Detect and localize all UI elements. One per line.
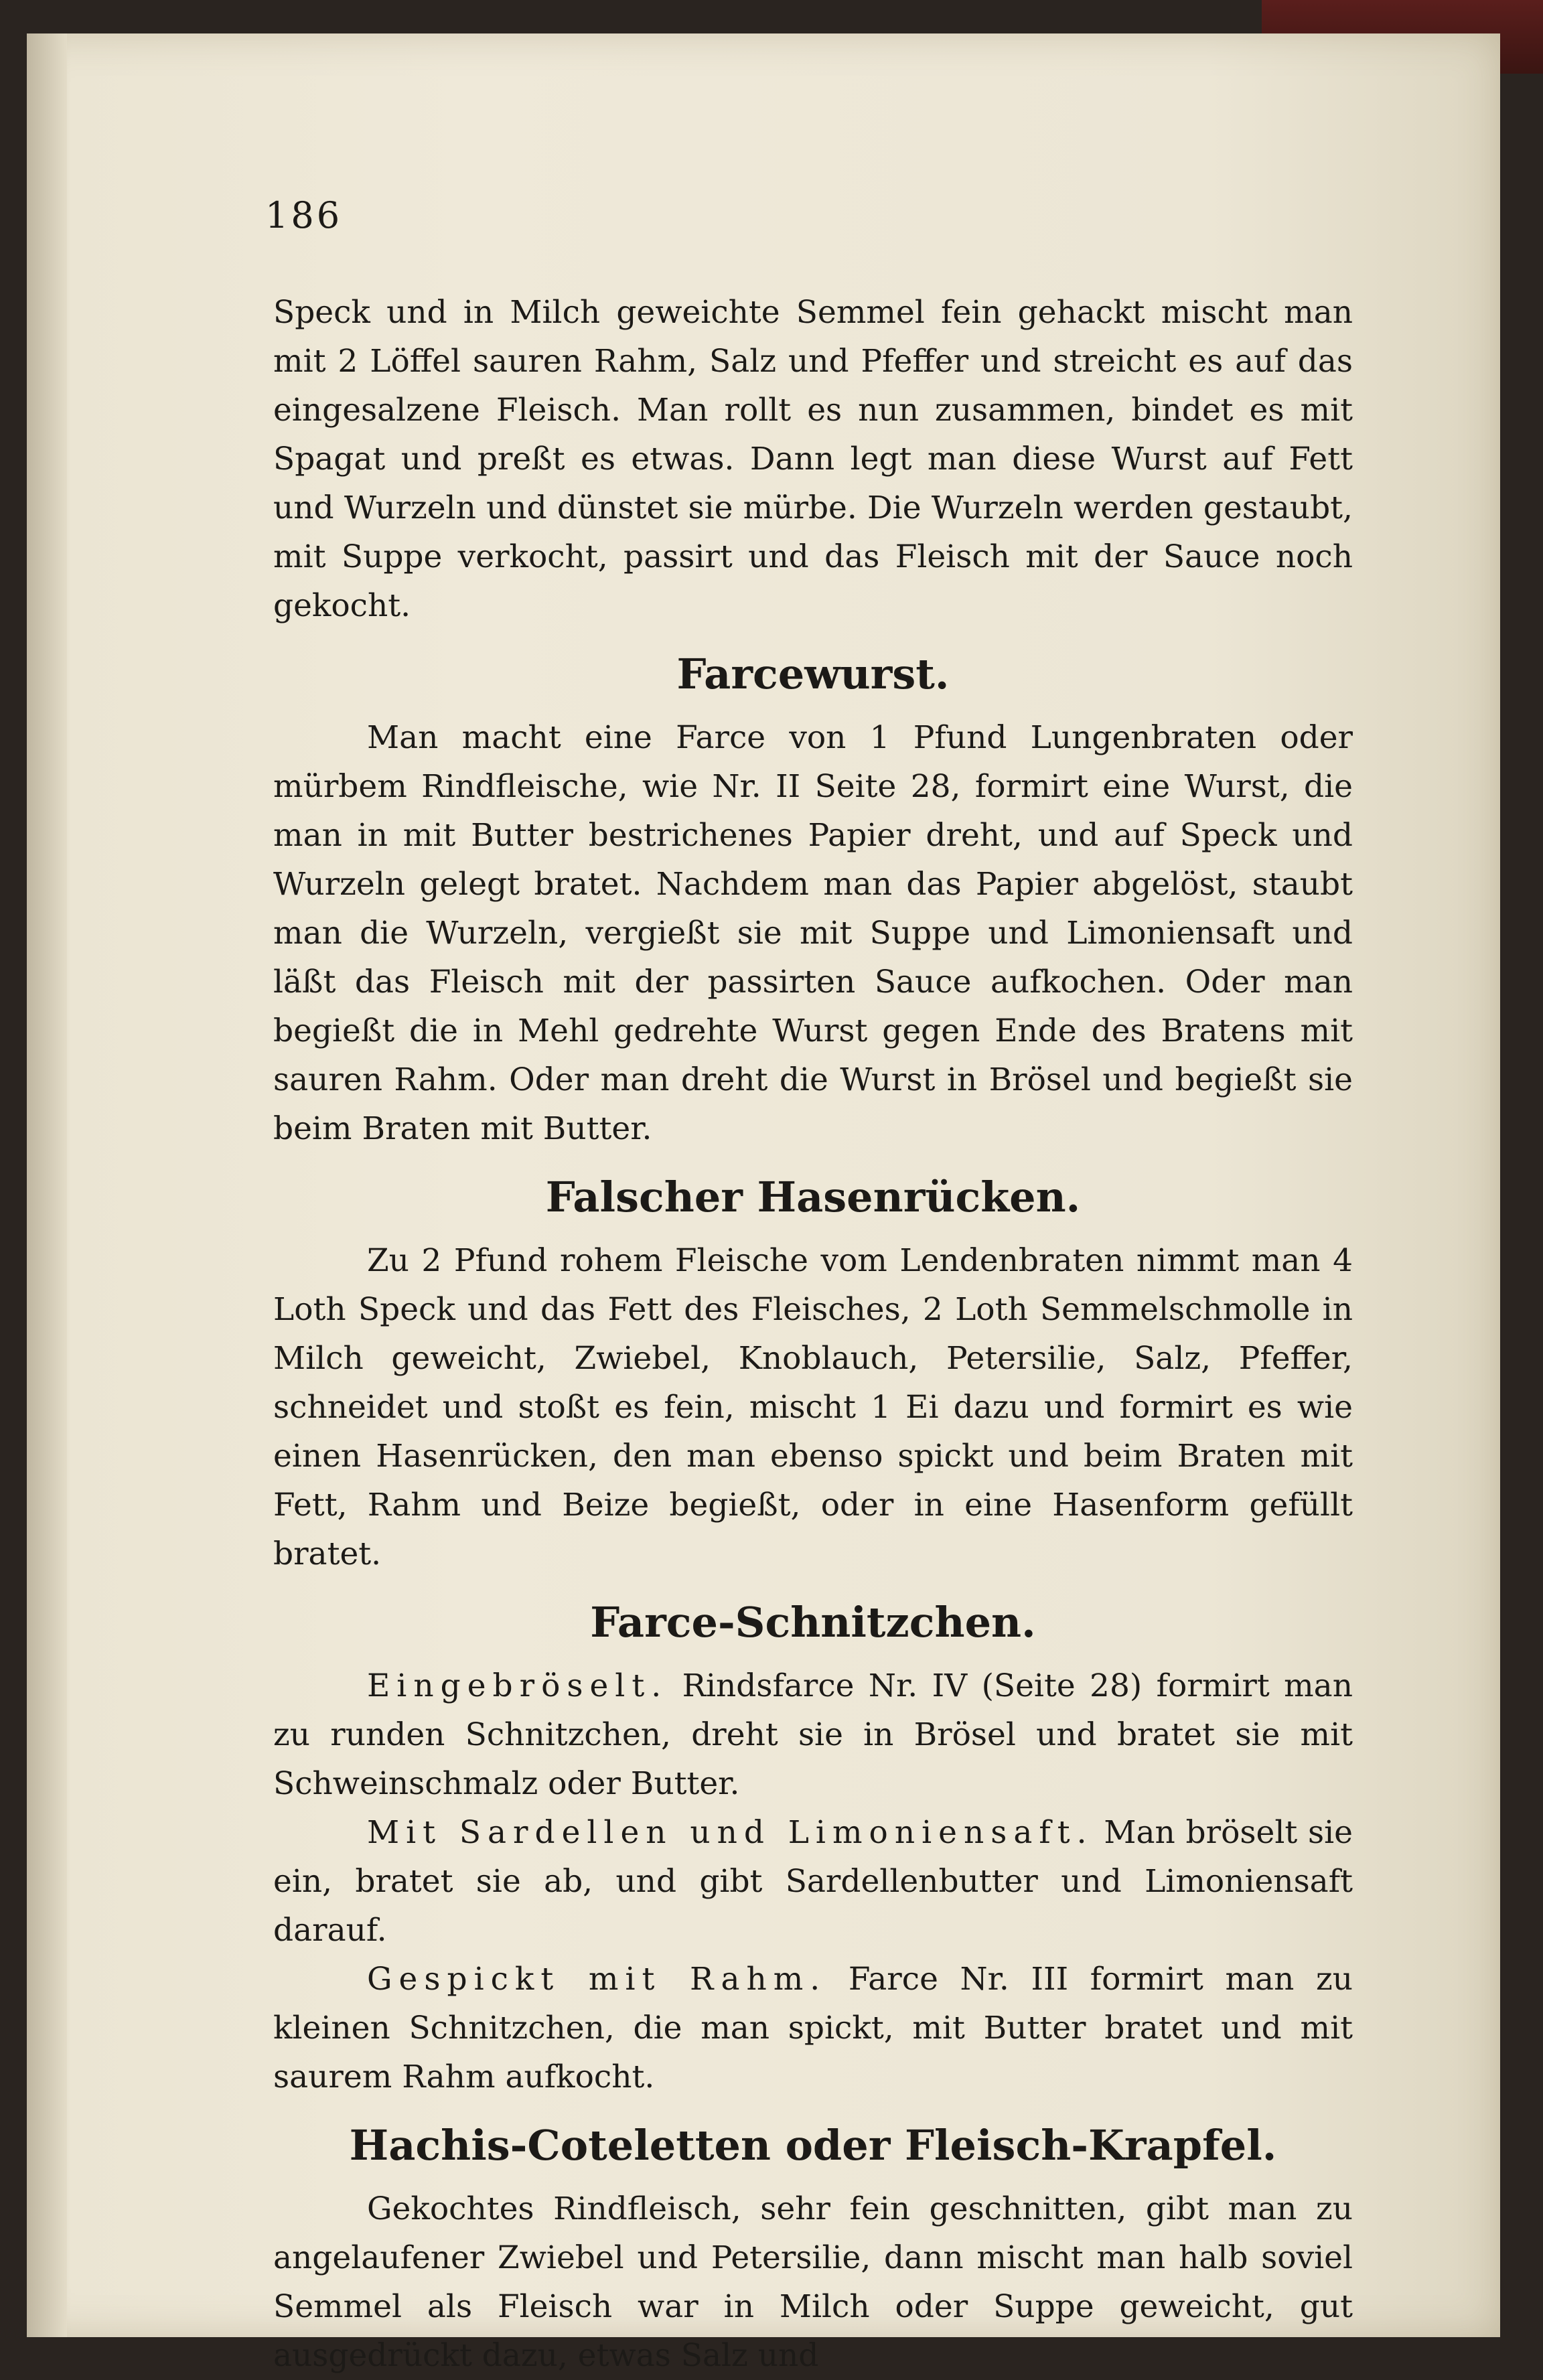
paragraph-sardellen: [273, 1808, 1353, 1955]
paragraph-hasenruecken: Zu 2 Pfund rohem Fleische vom Lendenbraten nimmt man 4 Loth Speck und das Fett des Fleisches, 2 Loth Semmelschmolle in Milch geweicht, Zwiebel, Knoblauch, Petersilie, Salz, Pfeffer, schneidet und stoßt es fein, mischt 1 Ei dazu und formirt es wie einen Hasenrücken, den man ebenso spickt und beim Braten mit Fett, Rahm und Beize begießt, oder in eine Hasenform gefüllt bratet.: [273, 1242, 1353, 1572]
paragraph-farcewurst: Man macht eine Farce von 1 Pfund Lungenbraten oder mürbem Rindfleische, wie Nr. II Seite 28, formirt eine Wurst, die man in mit Butter bestrichenes Papier dreht, und auf Speck und Wurzeln gelegt bratet. Nachdem man das Papier abgelöst, staubt man die Wurzeln, vergießt sie mit Suppe und Limoniensaft und läßt das Fleisch mit der passirten Sauce aufkochen. Oder man begießt die in Mehl gedrehte Wurst gegen Ende des Bratens mit sauren Rahm. Oder man dreht die Wurst in Brösel und begießt sie beim Braten mit Butter.: [273, 719, 1353, 1147]
lead-sardellen: Mit Sardellen und Limoniensaft.: [367, 1814, 1094, 1851]
paragraph-gespickt: [273, 1955, 1353, 2101]
heading-hasenruecken: Falscher Hasenrücken.: [545, 1173, 1081, 1221]
paragraph-eingebroeselt: [273, 1661, 1353, 1808]
heading-hachis: Hachis-Coteletten oder Fleisch-Krapfel.: [349, 2121, 1277, 2170]
text-sardellen: Man bröselt sie ein, bratet sie ab, und gibt Sardellenbutter und Limoniensaft darauf.: [273, 1814, 1353, 1949]
paragraph-hachis: Gekochtes Rindfleisch, sehr fein geschnitten, gibt man zu angelaufener Zwiebel und Petersilie, dann mischt man halb soviel Semmel als Fleisch war in Milch oder Suppe geweicht, gut ausgedrückt dazu, etwas Salz und: [273, 2190, 1353, 2374]
heading-farce-schnitzchen: Farce-Schnitzchen.: [590, 1598, 1036, 1647]
text-block: [273, 288, 1353, 2380]
page-gutter: [27, 33, 67, 2337]
heading-farcewurst: Farcewurst.: [676, 650, 950, 698]
lead-gespickt: Gespickt mit Rahm.: [367, 1961, 827, 1998]
text-gespickt: Farce Nr. III formirt man zu kleinen Schnitzchen, die man spickt, mit Butter bratet und mit saurem Rahm aufkocht.: [273, 1961, 1353, 2095]
text-eingebroeselt: Rindsfarce Nr. IV (Seite 28) formirt man zu runden Schnitzchen, dreht sie in Brösel und bratet sie mit Schweinschmalz oder Butter.: [273, 1667, 1353, 1802]
lead-eingebroeselt: Eingebröselt.: [367, 1667, 668, 1704]
intro-paragraph: Speck und in Milch geweichte Semmel fein gehackt mischt man mit 2 Löffel sauren Rahm, Salz und Pfeffer und streicht es auf das eingesalzene Fleisch. Man rollt es nun zusammen, bindet es mit Spagat und preßt es etwas. Dann legt man diese Wurst auf Fett und Wurzeln und dünstet sie mürbe. Die Wurzeln werden gestaubt, mit Suppe verkocht, passirt und das Fleisch mit der Sauce noch gekocht.: [273, 294, 1353, 624]
page-number: 186: [265, 194, 343, 236]
